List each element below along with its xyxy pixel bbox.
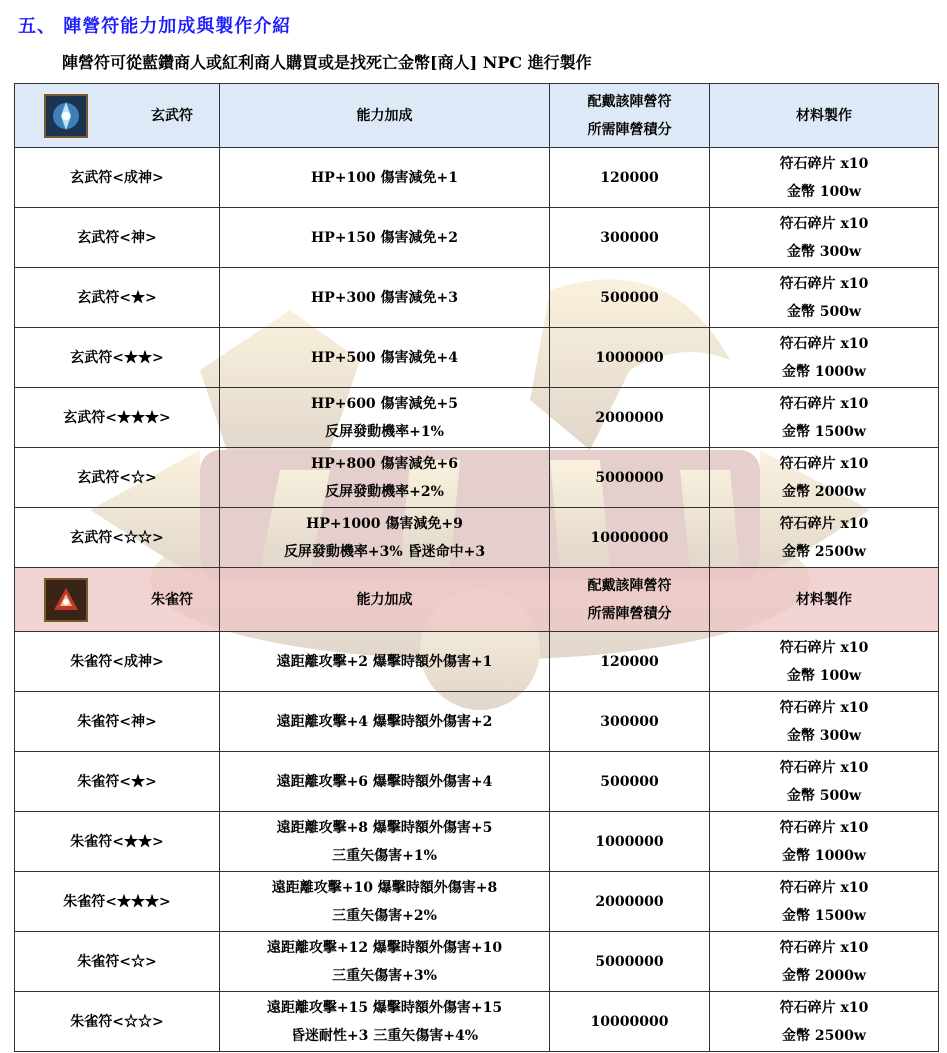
material-line: 金幣 2000w [782,483,866,500]
ability-cell [220,812,550,872]
material-line: 符石碎片 x10 [779,515,869,532]
table-row [15,932,939,992]
material-cell [710,388,939,448]
red-rune-icon [44,578,88,622]
points-cell: 120000 [550,632,710,692]
section-subheading: 陣營符可從藍鑽商人或紅利商人購買或是找死亡金幣[商人] NPC 進行製作 [62,53,592,72]
ability-line: 遠距離攻擊+10 爆擊時額外傷害+8 [271,879,498,896]
points-cell: 500000 [550,752,710,812]
rune-type-label: 玄武符 [151,107,193,124]
table-row [15,388,939,448]
material-cell [710,692,939,752]
material-line: 金幣 500w [786,303,862,320]
blue-rune-icon [44,94,88,138]
rune-name-cell: 玄武符<★★> [15,328,220,388]
material-line: 符石碎片 x10 [779,155,869,172]
material-cell [710,812,939,872]
ability-cell [220,872,550,932]
material-line: 金幣 2000w [782,967,866,984]
ability-cell [220,508,550,568]
table-row [15,148,939,208]
ability-cell [220,328,550,388]
material-line: 符石碎片 x10 [779,335,869,352]
ability-line: HP+150 傷害減免+2 [310,229,459,246]
rune-name-cell: 玄武符<★> [15,268,220,328]
ability-line: HP+500 傷害減免+4 [310,349,459,366]
table-row [15,872,939,932]
material-line: 符石碎片 x10 [779,275,869,292]
ability-line: 遠距離攻擊+4 爆擊時額外傷害+2 [276,713,493,730]
material-cell [710,752,939,812]
material-line: 符石碎片 x10 [779,215,869,232]
points-cell: 300000 [550,208,710,268]
rune-name-cell: 朱雀符<神> [15,692,220,752]
material-line: 符石碎片 x10 [779,455,869,472]
points-cell: 10000000 [550,508,710,568]
material-line: 符石碎片 x10 [779,819,869,836]
material-cell [710,872,939,932]
table-header-row [15,84,939,148]
points-header [550,568,710,632]
material-line: 金幣 1000w [782,363,866,380]
points-header-line: 配戴該陣營符 [587,93,672,110]
points-header [550,84,710,148]
material-cell [710,448,939,508]
ability-header: 能力加成 [220,568,550,632]
ability-line: HP+800 傷害減免+6 [310,455,459,472]
material-line: 金幣 1500w [782,423,866,440]
material-line: 金幣 500w [786,787,862,804]
points-cell: 500000 [550,268,710,328]
rune-name-cell: 玄武符<成神> [15,148,220,208]
ability-cell [220,752,550,812]
material-line: 符石碎片 x10 [779,395,869,412]
ability-cell [220,992,550,1052]
rune-type-label: 朱雀符 [151,591,193,608]
table-row [15,692,939,752]
material-line: 符石碎片 x10 [779,759,869,776]
rune-name-cell: 玄武符<☆> [15,448,220,508]
ability-cell [220,448,550,508]
points-header-line: 配戴該陣營符 [587,577,672,594]
rune-name-cell: 玄武符<☆☆> [15,508,220,568]
rune-name-cell: 朱雀符<★★★> [15,872,220,932]
ability-line: 三重矢傷害+1% [332,847,437,864]
ability-line: 遠距離攻擊+12 爆擊時額外傷害+10 [266,939,503,956]
rune-name-cell: 朱雀符<★★> [15,812,220,872]
ability-cell [220,208,550,268]
material-line: 金幣 2500w [782,1027,866,1044]
rune-name-header [15,568,220,632]
ability-line: 昏迷耐性+3 三重矢傷害+4% [290,1027,479,1044]
table-row [15,992,939,1052]
rune-name-cell: 朱雀符<★> [15,752,220,812]
material-line: 金幣 100w [786,183,862,200]
material-cell [710,508,939,568]
ability-line: 反屏發動機率+3% 昏迷命中+3 [283,543,486,560]
ability-cell [220,148,550,208]
material-line: 金幣 300w [786,727,862,744]
material-line: 符石碎片 x10 [779,939,869,956]
rune-name-cell: 朱雀符<成神> [15,632,220,692]
ability-line: 三重矢傷害+2% [332,907,437,924]
table-header-row [15,568,939,632]
material-cell [710,992,939,1052]
material-line: 符石碎片 x10 [779,639,869,656]
material-line: 符石碎片 x10 [779,699,869,716]
ability-line: 遠距離攻擊+2 爆擊時額外傷害+1 [276,653,493,670]
ability-cell [220,932,550,992]
points-header-line: 所需陣營積分 [587,605,672,622]
ability-line: 遠距離攻擊+6 爆擊時額外傷害+4 [276,773,493,790]
material-cell [710,208,939,268]
ability-cell [220,268,550,328]
rune-name-cell: 玄武符<★★★> [15,388,220,448]
points-cell: 5000000 [550,448,710,508]
table-row [15,268,939,328]
table-row [15,752,939,812]
material-cell [710,148,939,208]
table-row [15,328,939,388]
material-cell [710,632,939,692]
points-cell: 120000 [550,148,710,208]
points-cell: 2000000 [550,388,710,448]
material-cell [710,268,939,328]
points-cell: 2000000 [550,872,710,932]
rune-name-cell: 朱雀符<☆☆> [15,992,220,1052]
ability-line: 遠距離攻擊+15 爆擊時額外傷害+15 [266,999,503,1016]
ability-header: 能力加成 [220,84,550,148]
material-line: 金幣 1500w [782,907,866,924]
material-line: 金幣 100w [786,667,862,684]
material-line: 金幣 2500w [782,543,866,560]
ability-cell [220,692,550,752]
table-row [15,208,939,268]
material-line: 金幣 1000w [782,847,866,864]
table-row [15,448,939,508]
material-header: 材料製作 [710,568,939,632]
ability-line: HP+1000 傷害減免+9 [306,515,463,532]
section-heading: 五、 陣營符能力加成與製作介紹 [18,16,292,37]
material-header: 材料製作 [710,84,939,148]
table-row [15,812,939,872]
ability-line: HP+100 傷害減免+1 [310,169,459,186]
ability-line: HP+600 傷害減免+5 [310,395,459,412]
rune-name-cell: 朱雀符<☆> [15,932,220,992]
points-cell: 1000000 [550,328,710,388]
material-cell [710,932,939,992]
ability-line: 遠距離攻擊+8 爆擊時額外傷害+5 [276,819,493,836]
points-cell: 300000 [550,692,710,752]
ability-line: 反屏發動機率+1% [325,423,444,440]
ability-cell [220,388,550,448]
material-line: 符石碎片 x10 [779,999,869,1016]
ability-line: HP+300 傷害減免+3 [310,289,459,306]
material-cell [710,328,939,388]
points-cell: 1000000 [550,812,710,872]
ability-cell [220,632,550,692]
material-line: 金幣 300w [786,243,862,260]
rune-name-cell: 玄武符<神> [15,208,220,268]
table-row [15,508,939,568]
table-row [15,632,939,692]
points-cell: 5000000 [550,932,710,992]
ability-line: 反屏發動機率+2% [325,483,444,500]
material-line: 符石碎片 x10 [779,879,869,896]
points-cell: 10000000 [550,992,710,1052]
rune-name-header [15,84,220,148]
rune-table [14,83,939,1052]
ability-line: 三重矢傷害+3% [332,967,437,984]
points-header-line: 所需陣營積分 [587,121,672,138]
